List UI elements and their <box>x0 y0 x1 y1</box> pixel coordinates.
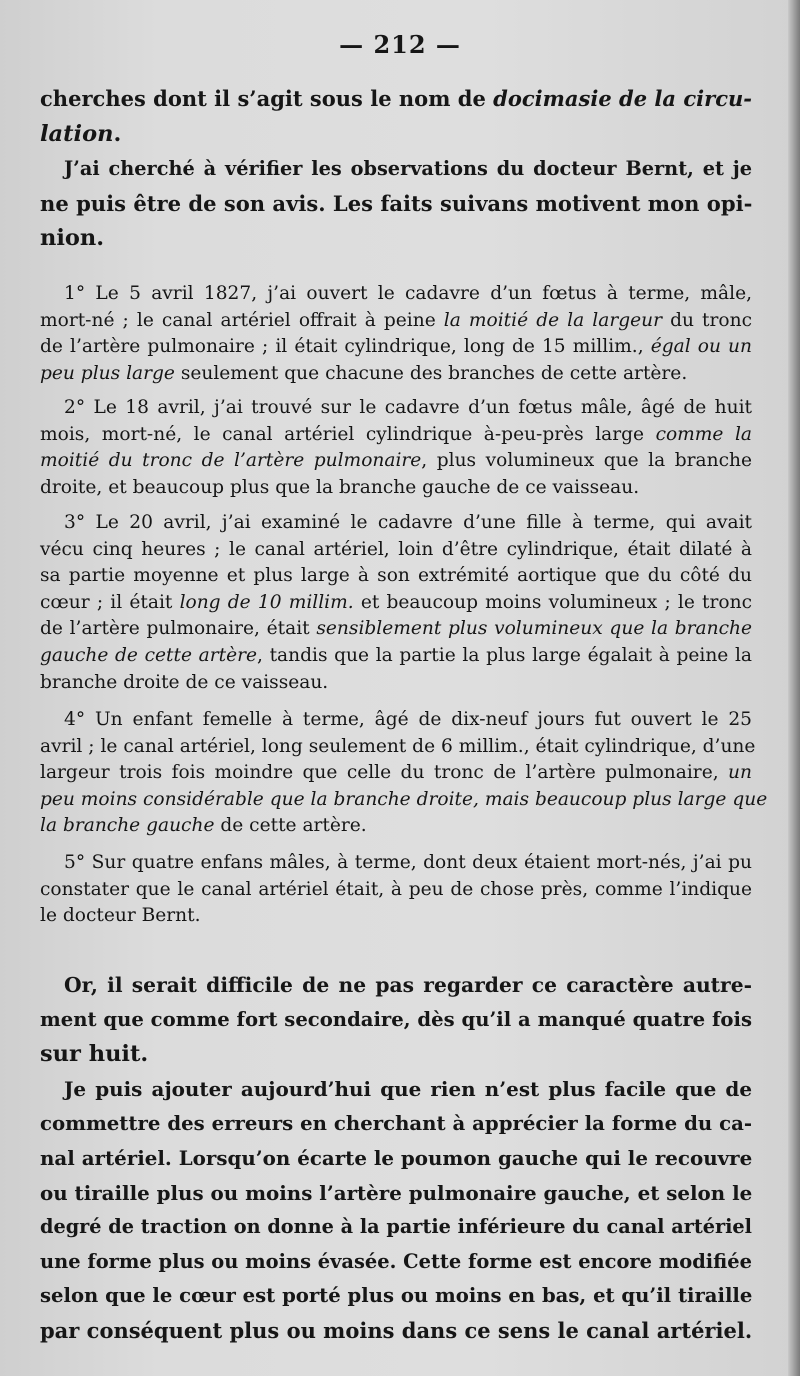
text-line <box>40 643 752 670</box>
page-edge-shadow <box>788 0 800 1376</box>
italic-text: un <box>728 762 752 784</box>
text-line: Or, il serait difficile de ne pas regarder ce caractère autre- <box>64 973 752 997</box>
text-line <box>40 334 752 361</box>
text-line: degré de traction on donne à la partie inférieure du canal artériel <box>40 1215 752 1238</box>
text-line <box>40 813 752 840</box>
line-text: branche droite de ce vaisseau. <box>40 671 329 693</box>
observation-1 <box>40 281 752 387</box>
text-line <box>40 707 752 734</box>
line-text: sa partie moyenne et plus large à son extrémité aortique que du côté du <box>40 565 752 587</box>
line-text: 4° Un enfant femelle à terme, âgé de dix-neuf jours fut ouvert le 25 <box>64 709 752 730</box>
text-line: sur huit. <box>40 1041 149 1067</box>
text-line: ou tiraille plus ou moins l’artère pulmonaire gauche, et selon le <box>40 1180 753 1205</box>
line-text: seulement que chacune des branches de cette artère. <box>174 362 688 384</box>
line-text: vécu cinq heures ; le canal artériel, loin d’être cylindrique, était dilaté à <box>40 538 752 560</box>
paragraph-intro <box>40 82 752 151</box>
italic-text: égal ou un <box>650 336 752 358</box>
line-text: droite, et beaucoup plus que la branche gauche de ce vaisseau. <box>40 476 640 498</box>
text-line <box>40 475 752 502</box>
italic-text: long de 10 millim. <box>179 591 354 613</box>
text-line: ment que comme fort secondaire, dès qu’il a manqué quatre fois <box>40 1007 752 1031</box>
line-text: 1° Le 5 avril 1827, j’ai ouvert le cadavre d’un fœtus à terme, mâle, <box>64 283 752 304</box>
text-line: J’ai cherché à vérifier les observations du docteur Bernt, et je <box>64 157 752 180</box>
observation-2 <box>40 395 752 501</box>
observation-4 <box>40 707 768 840</box>
italic-text: comme la <box>655 423 752 445</box>
italic-text: moitié du tronc de l’artère pulmonaire <box>40 450 422 472</box>
text-line <box>40 734 756 761</box>
line-text: et beaucoup moins volumineux ; le tronc <box>353 591 752 613</box>
line-text: de l’artère pulmonaire, était <box>40 618 317 640</box>
text-line <box>40 361 752 388</box>
italic-text: docimasie de la circu- <box>493 86 753 111</box>
text-line <box>40 422 752 449</box>
line-text: de cette artère. <box>214 815 367 837</box>
line-text: mort-né ; le canal artériel offrait à peine <box>40 309 444 331</box>
italic-text: sensiblement plus volumineux que la branche <box>316 618 753 640</box>
text-line <box>40 760 752 787</box>
text-line <box>40 563 752 590</box>
line-text: , tandis que la partie la plus large égalait à peine la <box>256 644 752 666</box>
text-line <box>40 877 752 904</box>
line-text: , plus volumineux que la branche <box>421 450 752 472</box>
text-line: selon que le cœur est porté plus ou moins en bas, et qu’il tiraille <box>40 1284 753 1307</box>
italic-text: peu moins considérable que la branche droite, mais beaucoup plus large que <box>40 788 768 810</box>
line-text: de l’artère pulmonaire ; il était cylindrique, long de 15 millim., <box>40 336 651 358</box>
text-line: commettre des erreurs en cherchant à apprécier la forme du ca- <box>40 1111 752 1135</box>
text-line: Je puis ajouter aujourd’hui que rien n’est plus facile que de <box>64 1077 752 1101</box>
text-line <box>40 537 752 564</box>
italic-text: la branche gauche <box>40 815 215 837</box>
page-number: — 212 — <box>339 30 461 59</box>
italic-text: lation <box>40 120 114 147</box>
text-line <box>40 82 752 117</box>
line-text: 5° Sur quatre enfans mâles, à terme, dont deux étaient mort-nés, j’ai pu <box>64 852 752 873</box>
text-line <box>40 616 752 643</box>
italic-text: la moitié de la largeur <box>443 309 662 331</box>
italic-text: gauche de cette artère <box>40 644 257 666</box>
paragraph-verify <box>40 152 752 256</box>
text-line: nal artériel. Lorsqu’on écarte le poumon gauche qui le recouvre <box>40 1146 753 1170</box>
paragraph-or <box>40 968 752 1072</box>
line-text: cherches dont il s’agit sous le nom de <box>40 86 494 111</box>
line-text: . <box>113 120 122 147</box>
line-text: mois, mort-né, le canal artériel cylindrique à-peu-près large <box>40 423 656 445</box>
text-line: une forme plus ou moins évasée. Cette forme est encore modifiée <box>40 1249 752 1273</box>
line-text: avril ; le canal artériel, long seulement de 6 millim., était cylindrique, d’une <box>40 735 756 757</box>
line-text: du tronc <box>662 309 752 331</box>
text-line <box>40 117 752 152</box>
text-line <box>40 850 752 877</box>
observation-5 <box>40 850 752 930</box>
line-text: constater que le canal artériel était, à peu de chose près, comme l’indique <box>40 878 752 900</box>
line-text: 2° Le 18 avril, j’ai trouvé sur le cadavre d’un fœtus mâle, âgé de huit <box>64 397 752 418</box>
text-line <box>40 903 752 930</box>
text-line: ne puis être de son avis. Les faits suivans motivent mon opi- <box>40 190 753 216</box>
text-line <box>40 787 768 814</box>
line-text: cœur ; il était <box>40 591 180 613</box>
text-line <box>40 510 752 537</box>
observation-3 <box>40 510 752 696</box>
text-line <box>40 448 752 475</box>
text-line <box>40 590 752 617</box>
line-text: 3° Le 20 avril, j’ai examiné le cadavre d’une fille à terme, qui avait <box>64 512 752 533</box>
line-text: largeur trois fois moindre que celle du tronc de l’artère pulmonaire, <box>40 762 729 784</box>
line-text: le docteur Bernt. <box>40 905 201 927</box>
text-line <box>40 308 752 335</box>
italic-text: peu plus large <box>40 362 175 384</box>
paragraph-ajouter <box>40 1072 752 1348</box>
text-line: par conséquent plus ou moins dans ce sens le canal artériel. <box>40 1317 753 1343</box>
text-line <box>40 670 752 697</box>
text-line <box>40 281 752 308</box>
text-line: nion. <box>40 225 105 251</box>
text-line <box>40 395 752 422</box>
